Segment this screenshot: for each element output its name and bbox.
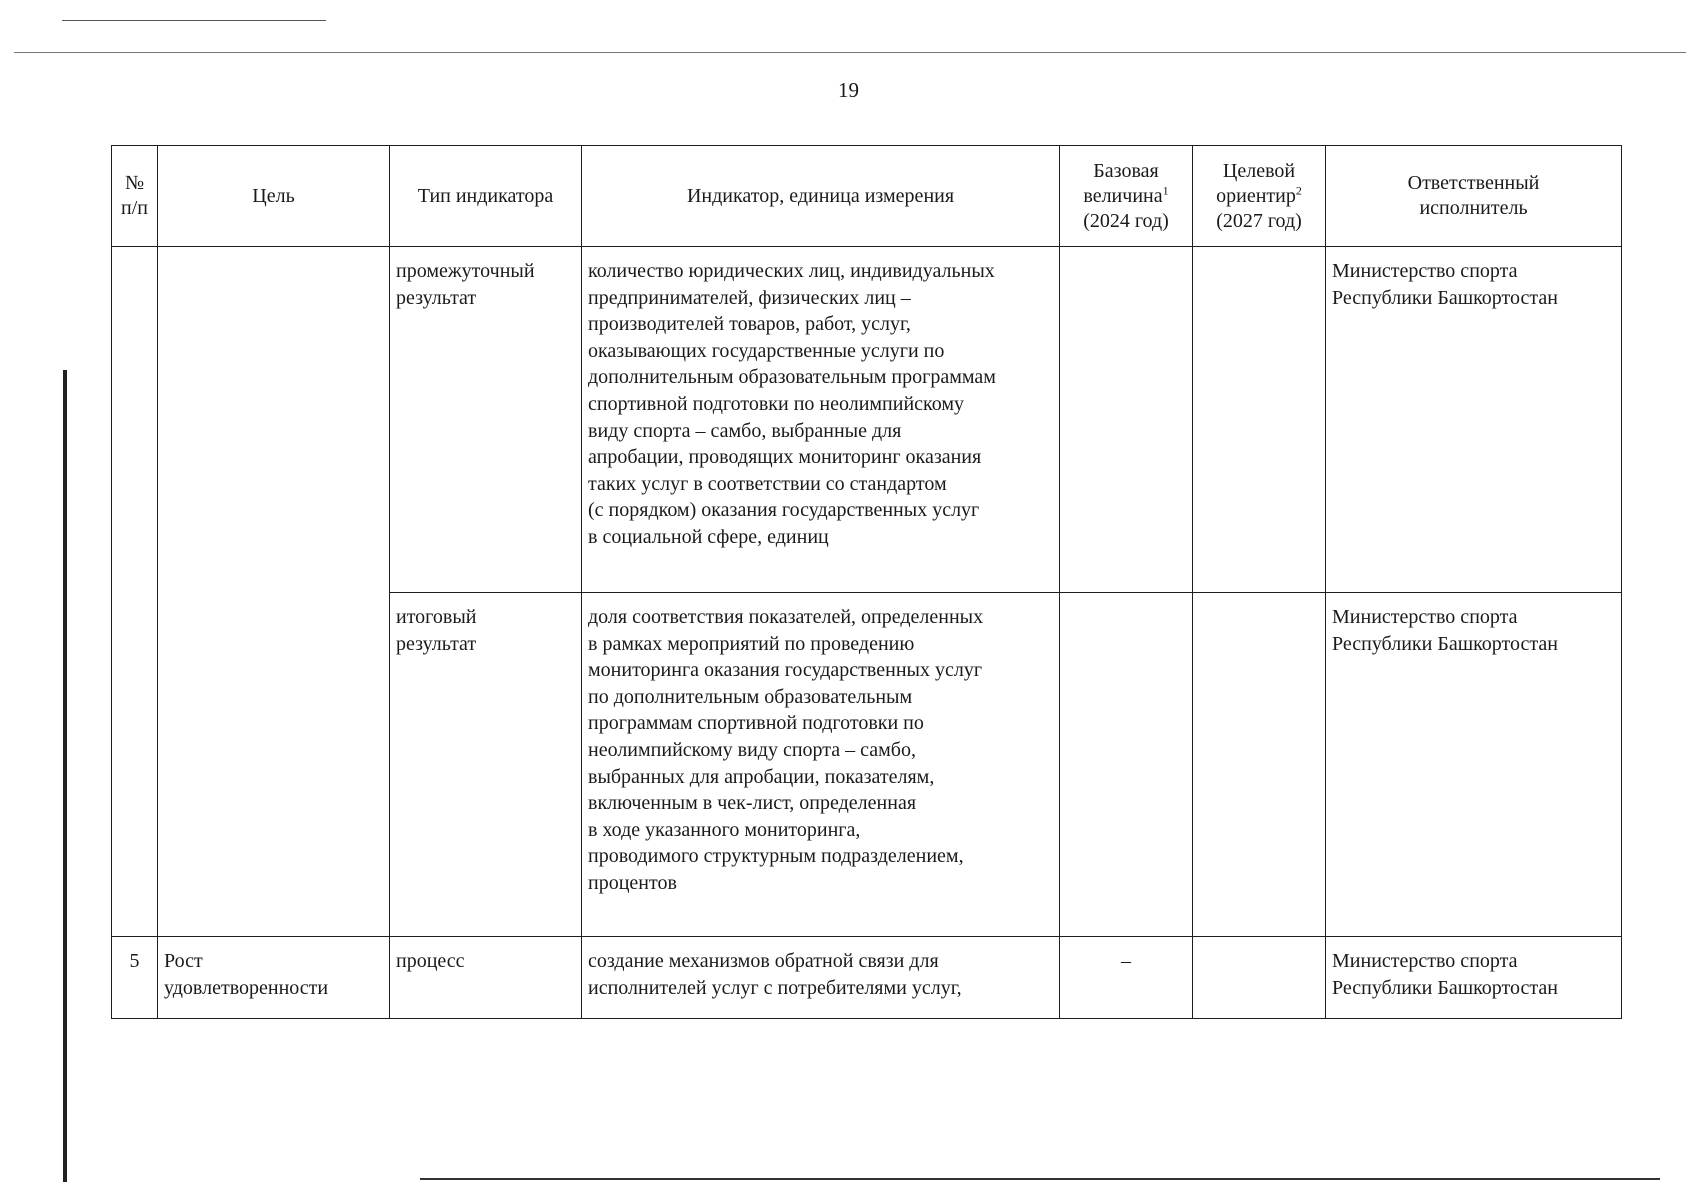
text-line: Республики Башкортостан — [1332, 632, 1558, 655]
text-line: количество юридических лиц, индивидуальных — [588, 260, 995, 282]
responsible-cell — [1326, 937, 1622, 1019]
header-responsible — [1326, 146, 1622, 247]
text-line: предпринимателей, физических лиц – — [588, 286, 911, 309]
text-line: процесс — [396, 950, 465, 972]
header-base-line: Базовая — [1093, 159, 1159, 182]
responsible-cell — [1326, 247, 1622, 593]
indicator-type-cell — [390, 937, 582, 1019]
header-target-line: Целевой — [1222, 159, 1296, 182]
header-responsible-line: исполнитель — [1419, 197, 1528, 219]
text-line: выбранных для апробации, показателям, — [588, 765, 935, 788]
base-value-cell: – — [1060, 937, 1193, 1019]
base-value-cell — [1060, 593, 1193, 937]
indicator-type-cell — [390, 593, 582, 937]
indicators-table — [111, 145, 1622, 1019]
text-line: неолимпийскому виду спорта – самбо, — [588, 738, 916, 761]
base-value-cell — [1060, 247, 1193, 593]
header-target-line: (2027 год) — [1216, 209, 1302, 232]
row-number-cell — [112, 247, 158, 937]
scan-artifact-left-edge-line — [63, 370, 67, 1182]
header-responsible-line: Ответственный — [1407, 172, 1540, 194]
target-value-cell — [1193, 593, 1326, 937]
text-line: виду спорта – самбо, выбранные для — [588, 419, 902, 442]
text-line: Министерство спорта — [1332, 260, 1518, 282]
text-line: включенным в чек-лист, определенная — [588, 792, 917, 815]
header-goal: Цель — [158, 146, 390, 247]
header-target-value — [1193, 146, 1326, 247]
text-line: процентов — [588, 871, 677, 894]
header-number — [112, 146, 158, 247]
text-line: оказывающих государственные услуги по — [588, 339, 945, 362]
row-number-cell: 5 — [112, 937, 158, 1019]
text-line: в социальной сфере, единиц — [588, 525, 829, 548]
table-header-row — [112, 146, 1622, 247]
target-value-cell — [1193, 247, 1326, 593]
text-line: Республики Башкортостан — [1332, 286, 1558, 309]
page-number: 19 — [838, 78, 859, 102]
text-line: промежуточный — [396, 260, 535, 282]
indicator-cell — [582, 593, 1060, 937]
indicator-cell — [582, 247, 1060, 593]
text-line: по дополнительным образовательным — [588, 685, 913, 708]
text-line: программам спортивной подготовки по — [588, 712, 924, 735]
text-line: апробации, проводящих мониторинг оказания — [588, 446, 982, 469]
header-target-line: ориентир — [1216, 184, 1296, 207]
scan-artifact-bottom-line — [420, 1178, 1660, 1180]
target-value-cell — [1193, 937, 1326, 1019]
text-line: Министерство спорта — [1332, 950, 1518, 972]
scan-artifact-top-short-line — [62, 20, 326, 21]
text-line: в рамках мероприятий по проведению — [588, 632, 915, 655]
table-row — [112, 937, 1622, 1019]
header-number-line: п/п — [121, 197, 148, 219]
text-line: создание механизмов обратной связи для — [588, 950, 939, 972]
text-line: результат — [396, 286, 477, 309]
text-line: доля соответствия показателей, определенных — [588, 606, 984, 628]
header-indicator: Индикатор, единица измерения — [582, 146, 1060, 247]
text-line: спортивной подготовки по неолимпийскому — [588, 392, 965, 415]
header-base-line: величина — [1083, 184, 1163, 207]
indicator-type-cell — [390, 247, 582, 593]
header-indicator-type: Тип индикатора — [390, 146, 582, 247]
scan-artifact-top-long-line — [14, 52, 1686, 53]
text-line: мониторинга оказания государственных услуг — [588, 659, 983, 682]
footnote-mark: 2 — [1295, 182, 1302, 197]
text-line: проводимого структурным подразделением, — [588, 845, 964, 868]
text-line: Министерство спорта — [1332, 606, 1518, 628]
footnote-mark: 1 — [1162, 182, 1169, 197]
text-line: в ходе указанного мониторинга, — [588, 818, 861, 841]
text-line: Республики Башкортостан — [1332, 976, 1558, 999]
goal-cell — [158, 247, 390, 937]
text-line: итоговый — [396, 606, 477, 628]
responsible-cell — [1326, 593, 1622, 937]
header-base-value — [1060, 146, 1193, 247]
header-base-line: (2024 год) — [1083, 209, 1169, 232]
text-line: дополнительным образовательным программам — [588, 366, 996, 389]
text-line: таких услуг в соответствии со стандартом — [588, 472, 947, 495]
header-number-line: № — [124, 172, 145, 194]
text-line: производителей товаров, работ, услуг, — [588, 313, 911, 336]
indicator-cell — [582, 937, 1060, 1019]
text-line: исполнителей услуг с потребителями услуг, — [588, 976, 962, 999]
table-row — [112, 247, 1622, 593]
goal-cell — [158, 937, 390, 1019]
text-line: Рост — [164, 950, 203, 972]
text-line: удовлетворенности — [164, 976, 329, 999]
text-line: результат — [396, 632, 477, 655]
text-line: (с порядком) оказания государственных услуг — [588, 499, 980, 522]
